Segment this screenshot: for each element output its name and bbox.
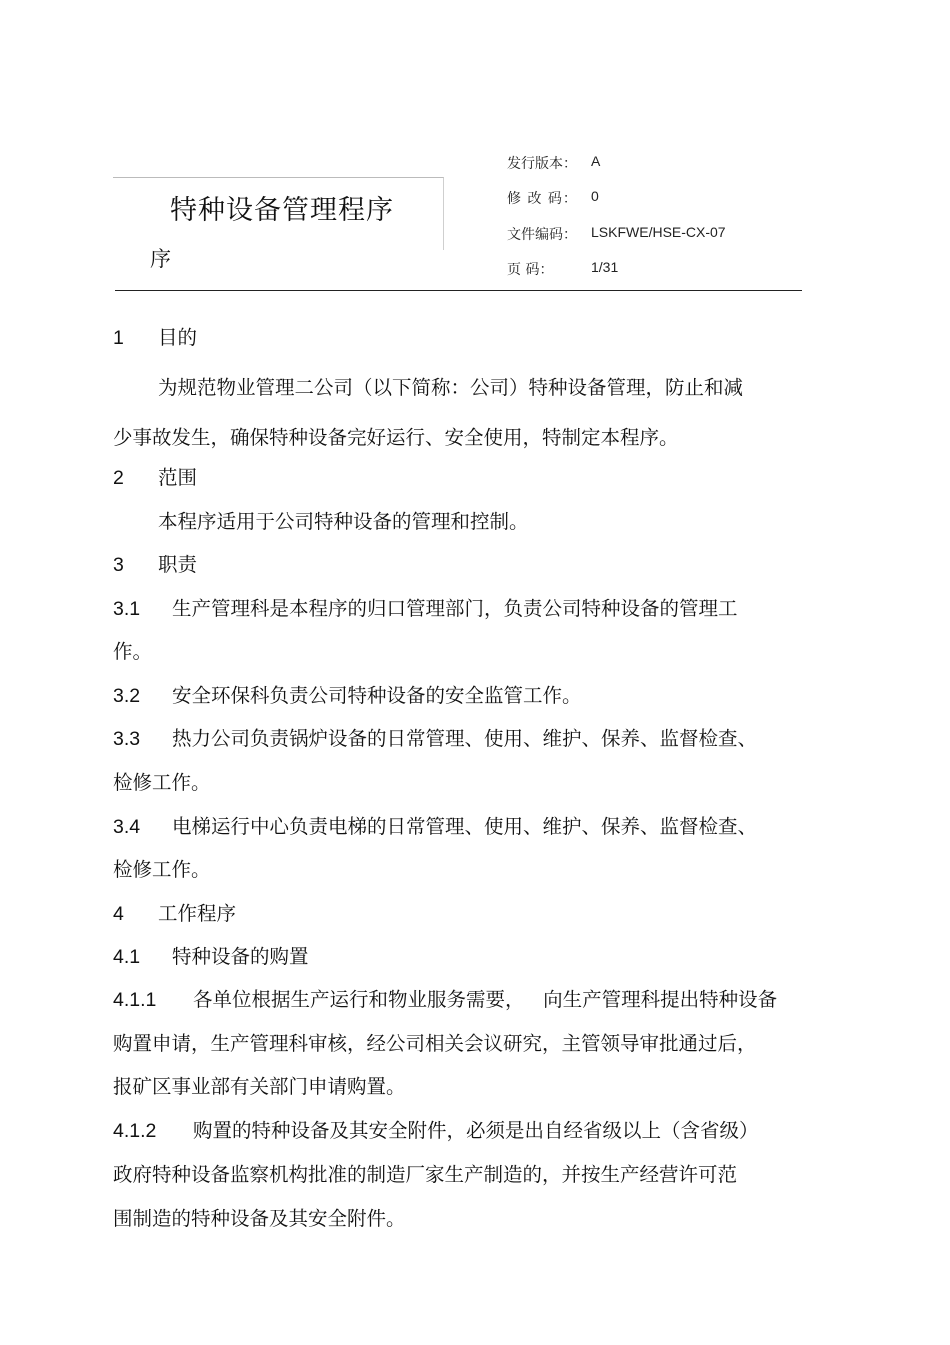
clause-number: 3.2 (113, 685, 141, 707)
clause-number: 4.1.1 (113, 989, 157, 1011)
meta-value-page: 1/31 (591, 259, 619, 275)
document-title-tail: 序 (150, 247, 171, 271)
paragraph-line: 作。 (113, 640, 153, 663)
section-heading: 范围 (158, 466, 198, 489)
meta-value-version: A (591, 153, 601, 169)
paragraph-line: 购置申请，生产管理科审核，经公司相关会议研究，主管领导审批通过后， (113, 1032, 757, 1055)
clause-number: 3.3 (113, 728, 141, 750)
paragraph-line: 电梯运行中心负责电梯的日常管理、使用、维护、保养、监督检查、 (172, 815, 758, 838)
section-heading: 职责 (158, 553, 198, 576)
section-number: 1 (113, 327, 124, 349)
clause-number: 4.1.2 (113, 1120, 157, 1142)
paragraph-line: 为规范物业管理二公司（以下简称：公司）特种设备管理，防止和减 (158, 376, 744, 399)
paragraph-line: 报矿区事业部有关部门申请购置。 (113, 1075, 406, 1098)
meta-label-page: 页 码： (507, 262, 554, 278)
meta-label-revision: 修 改 码： (507, 191, 578, 207)
meta-label-doc-code: 文件编码： (507, 227, 577, 243)
paragraph-line: 生产管理科是本程序的归口管理部门，负责公司特种设备的管理工 (172, 597, 738, 620)
paragraph-line: 本程序适用于公司特种设备的管理和控制。 (158, 510, 529, 533)
paragraph-line: 各单位根据生产运行和物业服务需要， 向生产管理科提出特种设备 (193, 988, 778, 1011)
paragraph-line: 安全环保科负责公司特种设备的安全监管工作。 (172, 684, 582, 707)
document-title: 特种设备管理程序 (170, 195, 394, 226)
paragraph-line: 购置的特种设备及其安全附件，必须是出自经省级以上（含省级） (193, 1119, 759, 1142)
clause-number: 3.4 (113, 816, 141, 838)
paragraph-line: 少事故发生，确保特种设备完好运行、安全使用，特制定本程序。 (113, 426, 679, 449)
meta-value-revision: 0 (591, 188, 599, 204)
section-number: 3 (113, 554, 124, 576)
section-number: 2 (113, 467, 124, 489)
section-heading: 目的 (158, 326, 198, 349)
section-number: 4 (113, 903, 124, 925)
meta-value-doc-code: LSKFWE/HSE-CX-07 (591, 224, 726, 240)
paragraph-line: 热力公司负责锅炉设备的日常管理、使用、维护、保养、监督检查、 (172, 727, 758, 750)
clause-number: 4.1 (113, 946, 141, 968)
paragraph-line: 检修工作。 (113, 858, 211, 881)
clause-heading: 特种设备的购置 (172, 945, 309, 968)
meta-label-version: 发行版本： (507, 156, 577, 172)
paragraph-line: 围制造的特种设备及其安全附件。 (113, 1207, 406, 1230)
paragraph-line: 检修工作。 (113, 771, 211, 794)
section-heading: 工作程序 (158, 902, 237, 925)
clause-number: 3.1 (113, 598, 141, 620)
header-rule (115, 290, 802, 291)
paragraph-line: 政府特种设备监察机构批准的制造厂家生产制造的，并按生产经营许可范 (113, 1163, 738, 1186)
